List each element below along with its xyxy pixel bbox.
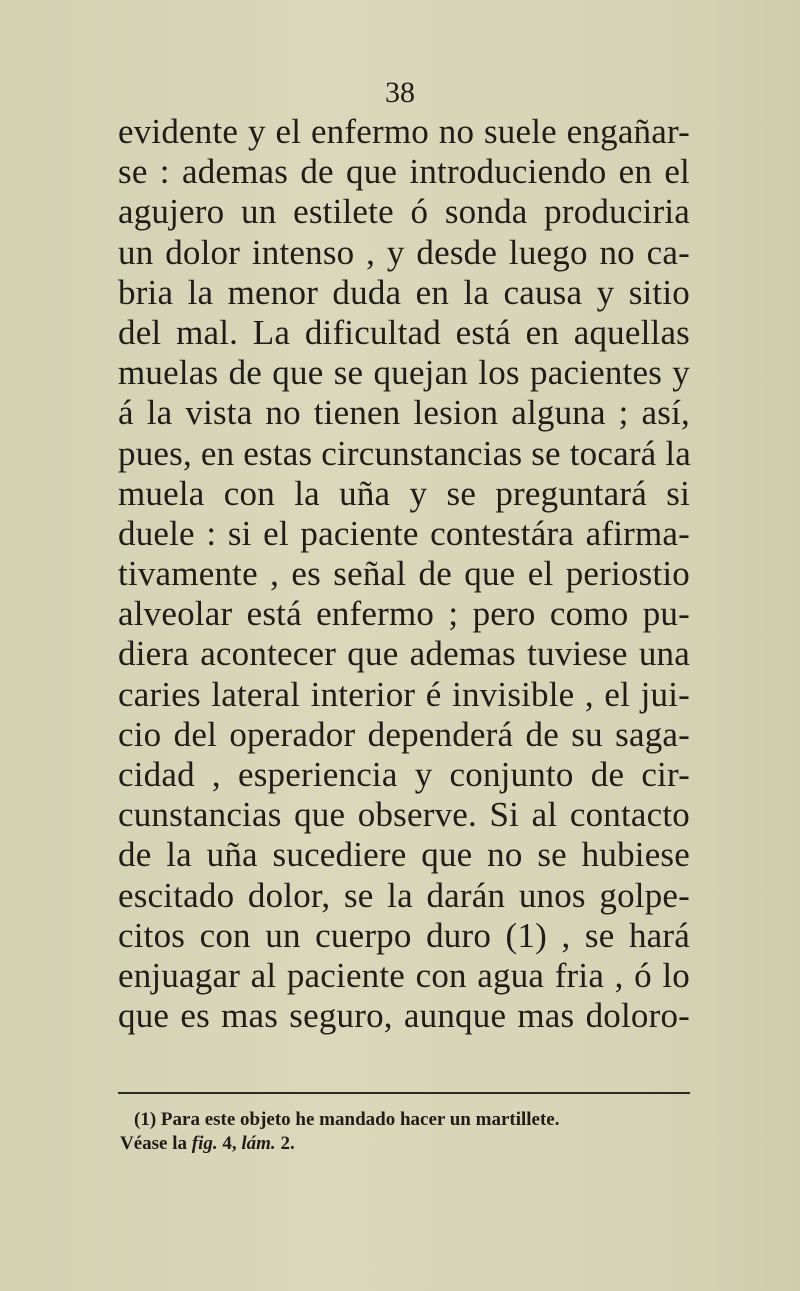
text-line: cidad , esperiencia y conjunto de cir- xyxy=(118,755,690,794)
text-line: duele : si el paciente contestára afirma- xyxy=(118,513,690,553)
footnote-line-1: (1) Para este objeto he mandado hacer un martillete. xyxy=(134,1109,560,1130)
footnote-line-2 xyxy=(120,1132,690,1156)
text-line: bria la menor duda en la causa y sitio xyxy=(118,272,690,312)
body-text xyxy=(118,112,690,1036)
text-line: agujero un estilete ó sonda produciria xyxy=(118,192,690,232)
text-line: tivamente , es señal de que el periostio xyxy=(118,554,690,594)
footnote-text: 2. xyxy=(275,1133,295,1154)
text-line: muelas de que se quejan los pacientes y xyxy=(118,353,690,393)
text-line: pues, en estas circunstancias se tocará la xyxy=(118,433,692,473)
text-line: enjuagar al paciente con agua fria , ó lo xyxy=(118,955,690,995)
text-line: que es mas seguro, aunque mas doloro- xyxy=(118,996,690,1036)
footnote-text: Véase la xyxy=(120,1133,192,1154)
page-number: 38 xyxy=(385,76,415,109)
text-line: alveolar está enfermo ; pero como pu- xyxy=(118,594,690,634)
text-line: se : ademas de que introduciendo en el xyxy=(118,152,690,192)
text-line: escitado dolor, se la darán unos golpe- xyxy=(118,875,690,915)
footnote-rule xyxy=(118,1092,690,1094)
text-line: cunstancias que observe. Si al contacto xyxy=(118,795,690,835)
footnote-text: 4, xyxy=(217,1133,242,1154)
text-line: de la uña sucediere que no se hubiese xyxy=(118,835,690,875)
text-line: evidente y el enfermo no suele engañar- xyxy=(118,112,690,151)
text-line: del mal. La dificultad está en aquellas xyxy=(118,312,690,352)
text-line: cio del operador dependerá de su saga- xyxy=(118,714,690,754)
text-line: diera acontecer que ademas tuviese una xyxy=(118,634,690,674)
text-line: citos con un cuerpo duro (1) , se hará xyxy=(118,915,690,955)
text-line: caries lateral interior é invisible , el jui- xyxy=(118,674,690,714)
text-line: un dolor intenso , y desde luego no ca- xyxy=(118,232,690,272)
text-line: á la vista no tienen lesion alguna ; así, xyxy=(118,393,690,433)
text-line: muela con la uña y se preguntará si xyxy=(118,473,690,513)
footnote-fig: fig. xyxy=(191,1133,218,1154)
footnote-lam: lám. xyxy=(241,1133,276,1154)
